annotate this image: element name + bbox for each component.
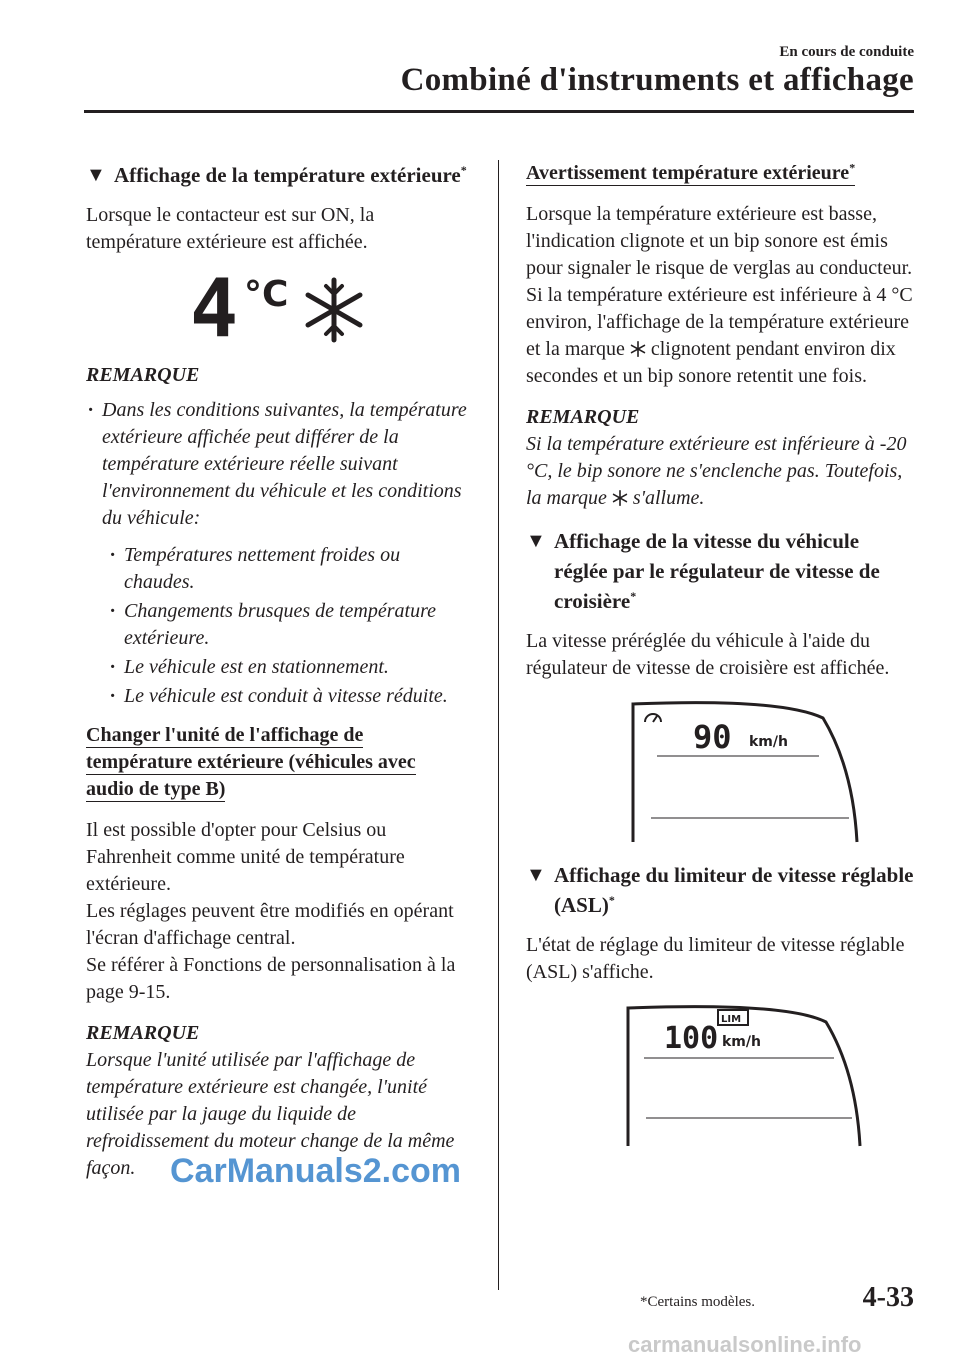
lim-speed-unit: km/h [722,1034,761,1050]
remarque-label-2: REMARQUE [86,1022,200,1044]
heading-temperature-warning: Avertissement température extérieure* [526,160,856,184]
snowflake-icon [308,280,360,340]
display-digit: 4 [190,270,239,348]
triangle-icon: ▼ [526,530,546,552]
left-column [86,160,468,1196]
heading-speed-limiter: ▼ Affichage du limiteur de vitesse réglable (ASL)* [526,860,916,920]
cruise-control-icon [645,714,661,722]
paragraph-below-4: Si la température extérieure est inférieure à 4 °C environ, l'affichage de la température extérieure et la marque clignotent pendant environ dix secondes et un bip sonore retentit une fois. [526,284,913,387]
footer-note: *Certains modèles. [640,1294,755,1310]
paragraph-settings: Les réglages peuvent être modifiés en opérant l'écran d'affichage central. [86,900,454,949]
header-title: Combiné d'instruments et affichage [400,62,914,98]
remarque-bullet: · Dans les conditions suivantes, la température extérieure affichée peut différer de la température extérieure réelle suivant l'environnement du véhicule et les conditions du véhicule: [86,397,468,532]
remarque-label: REMARQUE [86,364,200,386]
cruise-speed-unit: km/h [749,734,788,750]
paragraph-reference: Se référer à Fonctions de personnalisation à la page 9-15. [86,954,456,1003]
heading-cruise-speed: ▼ Affichage de la vitesse du véhicule réglée par le régulateur de vitesse de croisière* [526,526,916,616]
snowflake-icon [630,341,646,357]
remarque-text-2: Lorsque l'unité utilisée par l'affichage de température extérieure est changée, l'unité utilisée par la jauge du liquide de refroidissement du moteur change de la même façon. [86,1049,455,1179]
paragraph-temperature-on: Lorsque le contacteur est sur ON, la température extérieure est affichée. [86,204,375,253]
speed-limiter-display-illustration [576,1000,866,1150]
column-divider [498,160,499,1290]
lim-badge-label: LIM [721,1014,742,1025]
watermark-footer: carmanualsonline.info [628,1332,862,1357]
remarque-text-right: Si la température extérieure est inférieure à -20 °C, le bip sonore ne s'enclenche pas. Toutefois, la marque s'allume. [526,433,907,509]
watermark: CarManuals2.com [170,1152,461,1190]
list-item: · Changements brusques de température extérieure. [86,598,468,652]
paragraph-celsius-fahrenheit: Il est possible d'opter pour Celsius ou Fahrenheit comme unité de température extérieure. [86,819,405,895]
lim-speed-value: 100 [664,1021,719,1056]
snowflake-icon [612,490,628,506]
paragraph-limiter: L'état de réglage du limiteur de vitesse réglable (ASL) s'affiche. [526,934,905,983]
triangle-icon: ▼ [86,164,106,186]
header-rule [84,110,914,113]
header-section: En cours de conduite [779,44,914,60]
paragraph-cruise: La vitesse préréglée du véhicule à l'aide du régulateur de vitesse de croisière est affichée. [526,630,890,679]
paragraph-warning: Lorsque la température extérieure est basse, l'indication clignote et un bip sonore est émis pour signaler le risque de verglas au conducteur. [526,203,913,279]
right-column [526,160,916,1164]
cruise-speed-value: 90 [693,718,732,756]
outside-temperature-display-illustration [182,270,372,348]
display-unit: °C [244,274,289,315]
remarque-label-right: REMARQUE [526,406,640,428]
list-item: · Le véhicule est conduit à vitesse réduite. [86,683,468,710]
triangle-icon: ▼ [526,864,546,886]
page-number: 4-33 [862,1282,914,1313]
list-item: · Le véhicule est en stationnement. [86,654,468,681]
cruise-speed-display-illustration [581,696,861,846]
list-item: · Températures nettement froides ou chaudes. [86,542,468,596]
heading-temperature-display: ▼ Affichage de la température extérieure* [86,160,468,190]
heading-change-unit: Changer l'unité de l'affichage de température extérieure (véhicules avec audio de type B) [86,724,416,800]
